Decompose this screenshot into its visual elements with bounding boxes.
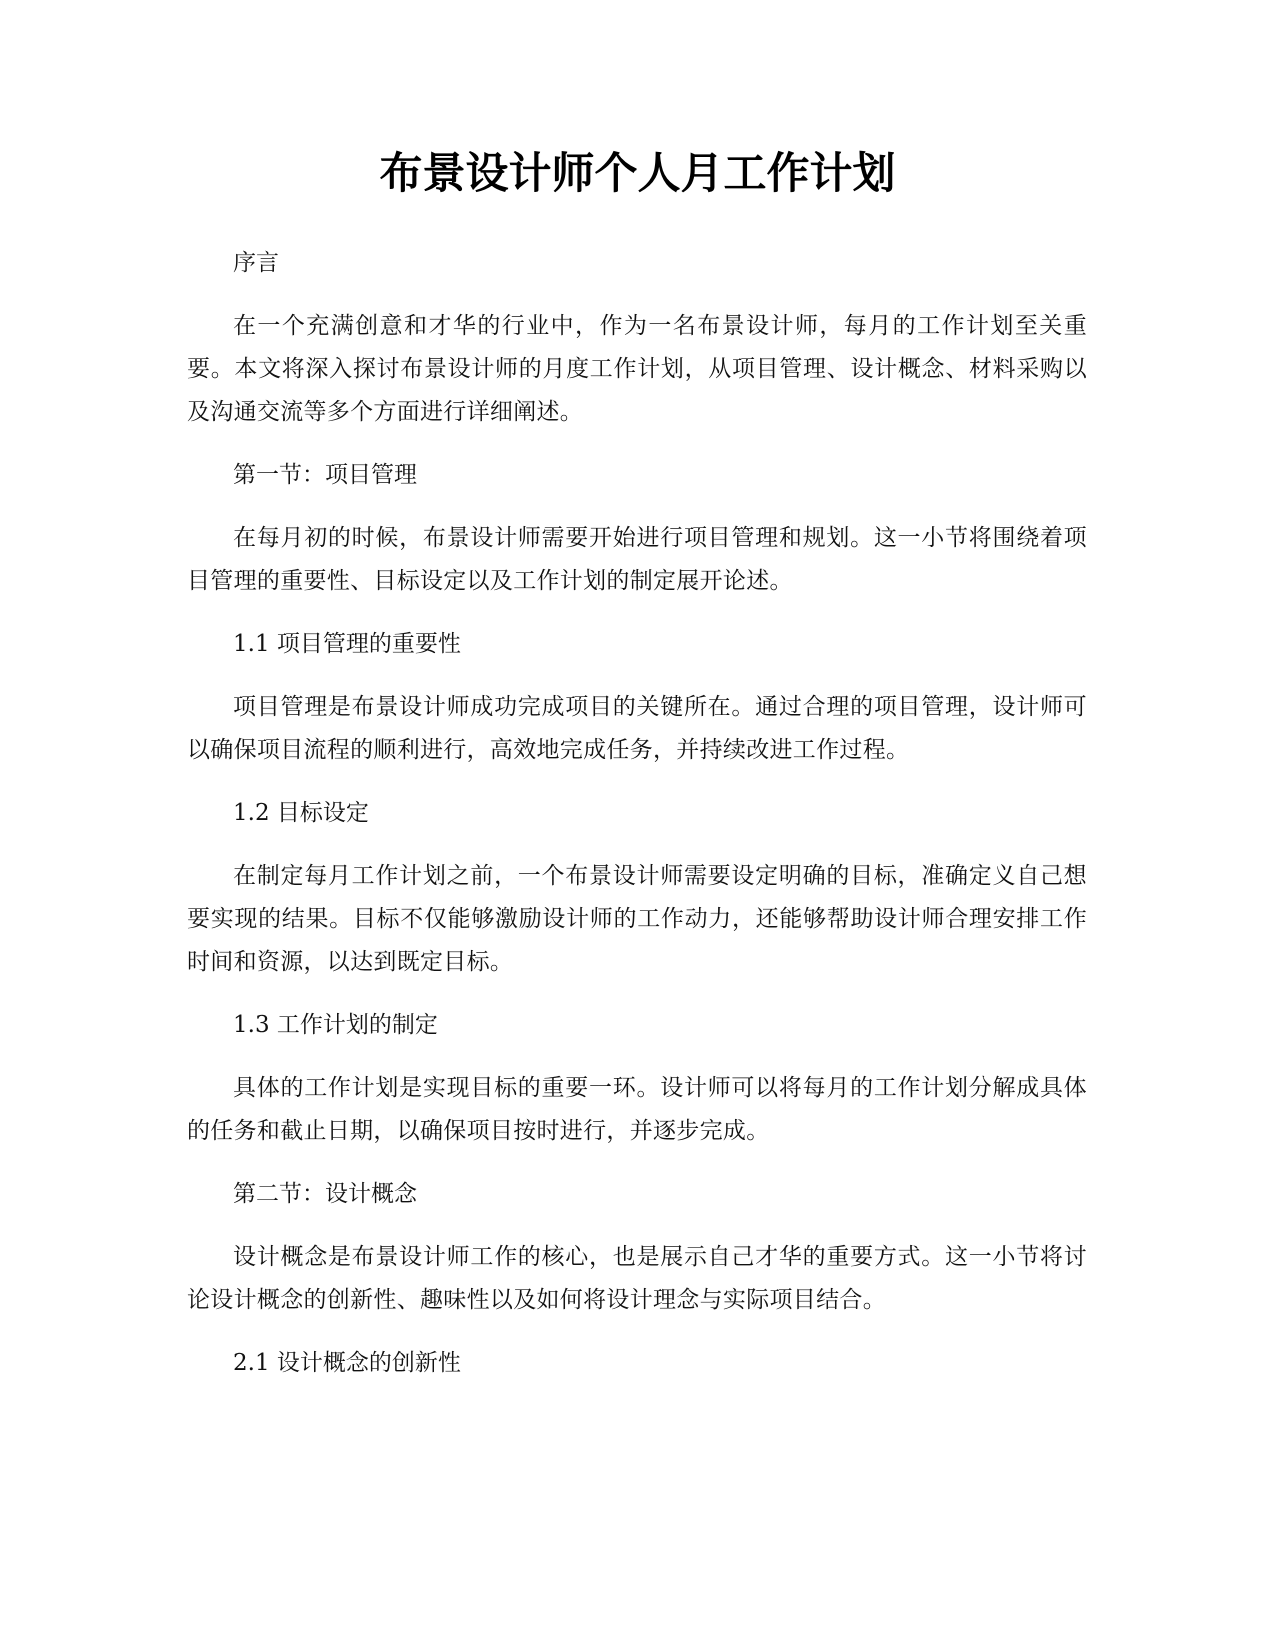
section-heading-preface: 序言 [233, 250, 279, 276]
paragraph-section-2: 设计概念是布景设计师工作的核心，也是展示自己才华的重要方式。这一小节将讨论设计概念的创新性、趣味性以及如何将设计理念与实际项目结合。 [187, 1244, 1087, 1313]
paragraph-1-3: 具体的工作计划是实现目标的重要一环。设计师可以将每月的工作计划分解成具体的任务和截止日期，以确保项目按时进行，并逐步完成。 [187, 1075, 1087, 1144]
subsection-heading-2-1: 2.1 设计概念的创新性 [233, 1350, 461, 1376]
paragraph-section-1: 在每月初的时候，布景设计师需要开始进行项目管理和规划。这一小节将围绕着项目管理的重要性、目标设定以及工作计划的制定展开论述。 [187, 525, 1087, 594]
subsection-heading-1-1: 1.1 项目管理的重要性 [233, 631, 461, 657]
paragraph-1-1: 项目管理是布景设计师成功完成项目的关键所在。通过合理的项目管理，设计师可以确保项目流程的顺利进行，高效地完成任务，并持续改进工作过程。 [187, 694, 1087, 763]
document-body [187, 242, 1087, 1385]
subsection-heading-1-2: 1.2 目标设定 [233, 800, 369, 826]
paragraph-1-2: 在制定每月工作计划之前，一个布景设计师需要设定明确的目标，准确定义自己想要实现的结果。目标不仅能够激励设计师的工作动力，还能够帮助设计师合理安排工作时间和资源，以达到既定目标。 [187, 863, 1087, 975]
section-heading-2: 第二节：设计概念 [233, 1181, 417, 1207]
document-title: 布景设计师个人月工作计划 [379, 149, 896, 199]
section-heading-1: 第一节：项目管理 [233, 462, 417, 488]
paragraph-intro: 在一个充满创意和才华的行业中，作为一名布景设计师，每月的工作计划至关重要。本文将深入探讨布景设计师的月度工作计划，从项目管理、设计概念、材料采购以及沟通交流等多个方面进行详细阐述。 [187, 313, 1087, 425]
subsection-heading-1-3: 1.3 工作计划的制定 [233, 1012, 438, 1038]
